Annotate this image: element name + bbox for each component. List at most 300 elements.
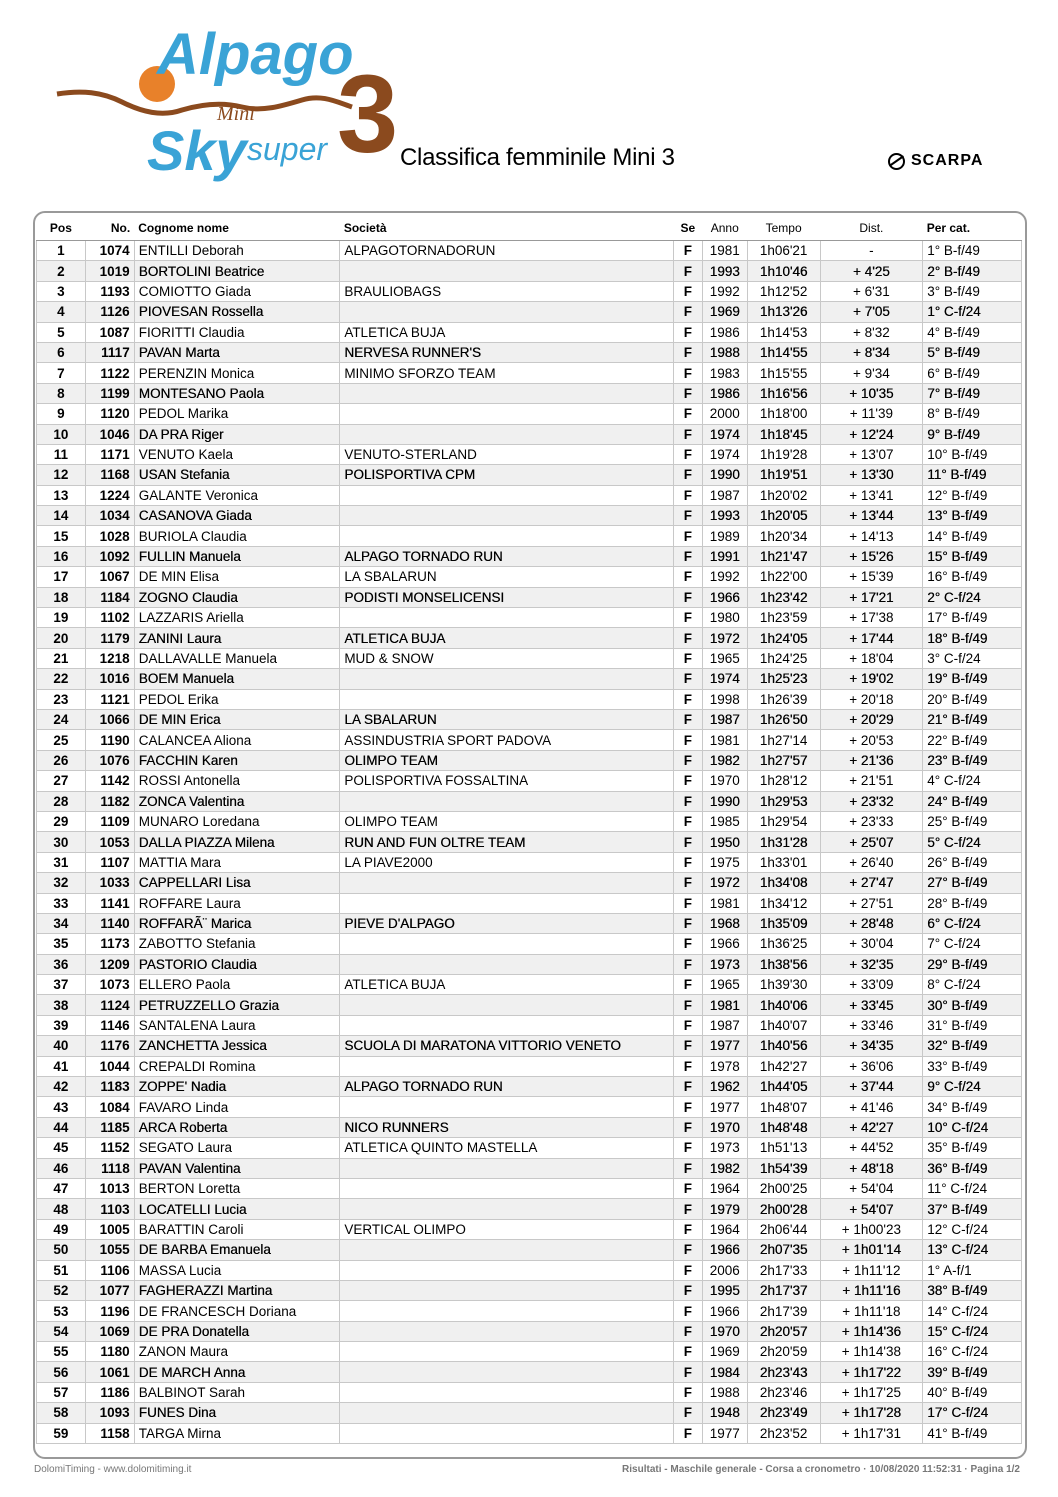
cell-cat: 7° B-f/49 [923, 383, 1022, 403]
cell-no: 1158 [85, 1423, 134, 1443]
cell-soc [340, 506, 674, 526]
cell-dist: + 27'47 [820, 873, 923, 893]
cell-soc [340, 791, 674, 811]
cell-cat: 18° B-f/49 [923, 628, 1022, 648]
table-row [37, 1097, 1022, 1117]
cell-se: F [673, 261, 702, 281]
logo-alpago-text: Alpago [157, 22, 354, 87]
cell-pos: 35 [37, 934, 86, 954]
cell-tempo: 1h48'48 [747, 1117, 820, 1137]
cell-no: 1028 [85, 526, 134, 546]
cell-anno: 1987 [702, 709, 747, 729]
table-row [37, 1240, 1022, 1260]
cell-no: 1102 [85, 608, 134, 628]
cell-se: F [673, 893, 702, 913]
cell-anno: 1966 [702, 1301, 747, 1321]
cell-tempo: 1h23'42 [747, 587, 820, 607]
footer-info: Risultati - Maschile generale - Corsa a cronometro · 10/08/2020 11:52:31 · Pagina 1/2 [622, 1464, 1020, 1475]
table-row [37, 975, 1022, 995]
cell-anno: 1990 [702, 791, 747, 811]
cell-se: F [673, 1342, 702, 1362]
cell-anno: 1982 [702, 1158, 747, 1178]
cell-name: ZABOTTO Stefania [134, 934, 340, 954]
cell-tempo: 1h33'01 [747, 852, 820, 872]
cell-dist: + 15'26 [820, 546, 923, 566]
cell-tempo: 2h20'59 [747, 1342, 820, 1362]
cell-anno: 1981 [702, 730, 747, 750]
footer-credit: DolomiTiming - www.dolomitiming.it [34, 1464, 192, 1475]
cell-soc [340, 1097, 674, 1117]
cell-soc: ALPAGO TORNADO RUN [340, 546, 674, 566]
cell-no: 1092 [85, 546, 134, 566]
cell-se: F [673, 465, 702, 485]
cell-se: F [673, 526, 702, 546]
table-row [37, 444, 1022, 464]
cell-pos: 9 [37, 404, 86, 424]
cell-no: 1142 [85, 771, 134, 791]
cell-anno: 1979 [702, 1199, 747, 1219]
cell-cat: 9° C-f/24 [923, 1077, 1022, 1097]
page-title: Classifica femminile Mini 3 [400, 144, 675, 171]
cell-soc: LA SBALARUN [340, 567, 674, 587]
cell-name: FULLIN Manuela [134, 546, 340, 566]
cell-se: F [673, 485, 702, 505]
cell-dist: + 33'09 [820, 975, 923, 995]
cell-no: 1016 [85, 669, 134, 689]
cell-pos: 59 [37, 1423, 86, 1443]
cell-no: 1190 [85, 730, 134, 750]
cell-se: F [673, 811, 702, 831]
cell-anno: 1965 [702, 975, 747, 995]
cell-se: F [673, 1362, 702, 1382]
cell-dist: + 17'38 [820, 608, 923, 628]
cell-soc: ATLETICA QUINTO MASTELLA [340, 1138, 674, 1158]
table-row [37, 832, 1022, 852]
cell-name: SANTALENA Laura [134, 1015, 340, 1035]
cell-no: 1141 [85, 893, 134, 913]
cell-anno: 1993 [702, 506, 747, 526]
cell-pos: 8 [37, 383, 86, 403]
cell-anno: 1982 [702, 750, 747, 770]
cell-no: 1176 [85, 1036, 134, 1056]
cell-se: F [673, 1240, 702, 1260]
cell-pos: 33 [37, 893, 86, 913]
cell-dist: + 10'35 [820, 383, 923, 403]
cell-no: 1224 [85, 485, 134, 505]
cell-dist: + 1h17'22 [820, 1362, 923, 1382]
cell-tempo: 1h26'50 [747, 709, 820, 729]
results-body [37, 241, 1022, 1444]
cell-se: F [673, 934, 702, 954]
table-row [37, 1199, 1022, 1219]
cell-soc: ALPAGO TORNADO RUN [340, 1077, 674, 1097]
table-row [37, 342, 1022, 362]
table-row [37, 485, 1022, 505]
cell-tempo: 2h17'37 [747, 1280, 820, 1300]
table-row [37, 954, 1022, 974]
cell-name: BALBINOT Sarah [134, 1382, 340, 1402]
cell-soc: ATLETICA BUJA [340, 628, 674, 648]
cell-cat: 13° B-f/49 [923, 506, 1022, 526]
table-row [37, 893, 1022, 913]
cell-pos: 36 [37, 954, 86, 974]
cell-cat: 7° C-f/24 [923, 934, 1022, 954]
table-row [37, 811, 1022, 831]
cell-name: ZANON Maura [134, 1342, 340, 1362]
cell-pos: 17 [37, 567, 86, 587]
cell-soc [340, 1015, 674, 1035]
cell-name: DE MIN Elisa [134, 567, 340, 587]
cell-tempo: 2h23'52 [747, 1423, 820, 1443]
cell-pos: 29 [37, 811, 86, 831]
cell-cat: 17° B-f/49 [923, 608, 1022, 628]
cell-anno: 1969 [702, 302, 747, 322]
cell-se: F [673, 546, 702, 566]
cell-dist: + 54'07 [820, 1199, 923, 1219]
cell-se: F [673, 975, 702, 995]
cell-dist: + 1h11'18 [820, 1301, 923, 1321]
cell-dist: + 1h14'36 [820, 1321, 923, 1341]
cell-name: DE MARCH Anna [134, 1362, 340, 1382]
cell-anno: 1983 [702, 363, 747, 383]
cell-name: ZANINI Laura [134, 628, 340, 648]
cell-tempo: 1h24'05 [747, 628, 820, 648]
table-row [37, 383, 1022, 403]
cell-dist: + 28'48 [820, 913, 923, 933]
col-header-anno: Anno [702, 216, 747, 241]
cell-anno: 2000 [702, 404, 747, 424]
cell-dist: + 26'40 [820, 852, 923, 872]
cell-pos: 44 [37, 1117, 86, 1137]
cell-name: ZONCA Valentina [134, 791, 340, 811]
cell-tempo: 2h00'25 [747, 1178, 820, 1198]
cell-dist: + 20'18 [820, 689, 923, 709]
cell-tempo: 1h40'06 [747, 995, 820, 1015]
table-row [37, 1342, 1022, 1362]
cell-tempo: 2h17'39 [747, 1301, 820, 1321]
cell-tempo: 1h06'21 [747, 241, 820, 261]
table-row [37, 1362, 1022, 1382]
cell-tempo: 2h00'28 [747, 1199, 820, 1219]
cell-tempo: 1h20'05 [747, 506, 820, 526]
cell-cat: 31° B-f/49 [923, 1015, 1022, 1035]
cell-soc: ALPAGOTORNADORUN [340, 241, 674, 261]
cell-name: DA PRA Riger [134, 424, 340, 444]
cell-name: DE MIN Erica [134, 709, 340, 729]
cell-anno: 1991 [702, 546, 747, 566]
cell-cat: 5° B-f/49 [923, 342, 1022, 362]
cell-soc [340, 1362, 674, 1382]
cell-anno: 1973 [702, 954, 747, 974]
cell-anno: 1964 [702, 1219, 747, 1239]
cell-soc [340, 1240, 674, 1260]
results-table [36, 216, 1022, 1444]
cell-anno: 1985 [702, 811, 747, 831]
cell-cat: 34° B-f/49 [923, 1097, 1022, 1117]
cell-dist: + 19'02 [820, 669, 923, 689]
cell-tempo: 1h10'46 [747, 261, 820, 281]
cell-pos: 18 [37, 587, 86, 607]
cell-se: F [673, 995, 702, 1015]
cell-se: F [673, 1382, 702, 1402]
cell-se: F [673, 689, 702, 709]
cell-cat: 24° B-f/49 [923, 791, 1022, 811]
cell-soc [340, 302, 674, 322]
cell-dist: + 12'24 [820, 424, 923, 444]
table-row [37, 1382, 1022, 1402]
cell-no: 1106 [85, 1260, 134, 1280]
cell-anno: 1995 [702, 1280, 747, 1300]
cell-soc [340, 485, 674, 505]
cell-se: F [673, 1097, 702, 1117]
table-row [37, 730, 1022, 750]
cell-tempo: 1h14'53 [747, 322, 820, 342]
cell-pos: 43 [37, 1097, 86, 1117]
table-row [37, 1280, 1022, 1300]
cell-name: FAVARO Linda [134, 1097, 340, 1117]
cell-name: USAN Stefania [134, 465, 340, 485]
cell-se: F [673, 608, 702, 628]
cell-no: 1117 [85, 342, 134, 362]
cell-pos: 42 [37, 1077, 86, 1097]
cell-pos: 5 [37, 322, 86, 342]
cell-anno: 1977 [702, 1036, 747, 1056]
cell-anno: 1990 [702, 465, 747, 485]
cell-no: 1184 [85, 587, 134, 607]
cell-se: F [673, 628, 702, 648]
cell-pos: 4 [37, 302, 86, 322]
cell-name: PETRUZZELLO Grazia [134, 995, 340, 1015]
cell-se: F [673, 1056, 702, 1076]
cell-pos: 1 [37, 241, 86, 261]
cell-dist: + 13'41 [820, 485, 923, 505]
table-row [37, 648, 1022, 668]
cell-no: 1069 [85, 1321, 134, 1341]
table-row [37, 546, 1022, 566]
cell-tempo: 1h15'55 [747, 363, 820, 383]
cell-anno: 1980 [702, 608, 747, 628]
cell-pos: 54 [37, 1321, 86, 1341]
cell-pos: 22 [37, 669, 86, 689]
cell-tempo: 1h14'55 [747, 342, 820, 362]
cell-soc: OLIMPO TEAM [340, 811, 674, 831]
cell-anno: 1966 [702, 1240, 747, 1260]
cell-pos: 23 [37, 689, 86, 709]
cell-no: 1093 [85, 1403, 134, 1423]
cell-no: 1182 [85, 791, 134, 811]
table-row [37, 934, 1022, 954]
cell-tempo: 1h36'25 [747, 934, 820, 954]
cell-anno: 1970 [702, 1321, 747, 1341]
cell-se: F [673, 567, 702, 587]
cell-pos: 58 [37, 1403, 86, 1423]
cell-soc: VENUTO-STERLAND [340, 444, 674, 464]
cell-name: ZOPPE' Nadia [134, 1077, 340, 1097]
cell-dist: + 48'18 [820, 1158, 923, 1178]
cell-dist: + 23'32 [820, 791, 923, 811]
cell-name: CAPPELLARI Lisa [134, 873, 340, 893]
cell-name: VENUTO Kaela [134, 444, 340, 464]
cell-soc: BRAULIOBAGS [340, 281, 674, 301]
cell-tempo: 2h07'35 [747, 1240, 820, 1260]
cell-name: COMIOTTO Giada [134, 281, 340, 301]
cell-anno: 1987 [702, 1015, 747, 1035]
cell-tempo: 1h54'39 [747, 1158, 820, 1178]
cell-se: F [673, 404, 702, 424]
cell-name: ROFFARE Laura [134, 893, 340, 913]
cell-no: 1120 [85, 404, 134, 424]
cell-anno: 1972 [702, 628, 747, 648]
cell-se: F [673, 1077, 702, 1097]
cell-name: ENTILLI Deborah [134, 241, 340, 261]
cell-se: F [673, 771, 702, 791]
cell-se: F [673, 1403, 702, 1423]
cell-tempo: 1h18'00 [747, 404, 820, 424]
cell-tempo: 1h22'00 [747, 567, 820, 587]
cell-se: F [673, 1280, 702, 1300]
cell-pos: 21 [37, 648, 86, 668]
cell-tempo: 1h34'12 [747, 893, 820, 913]
cell-soc: MINIMO SFORZO TEAM [340, 363, 674, 383]
cell-anno: 1992 [702, 567, 747, 587]
cell-name: ZOGNO Claudia [134, 587, 340, 607]
table-row [37, 608, 1022, 628]
table-row [37, 689, 1022, 709]
cell-soc: NICO RUNNERS [340, 1117, 674, 1137]
cell-dist: + 17'21 [820, 587, 923, 607]
cell-se: F [673, 1301, 702, 1321]
cell-anno: 1973 [702, 1138, 747, 1158]
cell-anno: 1948 [702, 1403, 747, 1423]
cell-se: F [673, 730, 702, 750]
cell-anno: 1974 [702, 424, 747, 444]
cell-tempo: 1h42'27 [747, 1056, 820, 1076]
cell-anno: 1987 [702, 485, 747, 505]
cell-dist: + 27'51 [820, 893, 923, 913]
cell-name: DE FRANCESCH Doriana [134, 1301, 340, 1321]
cell-se: F [673, 1138, 702, 1158]
col-header-no: No. [85, 216, 134, 241]
cell-dist: + 34'35 [820, 1036, 923, 1056]
cell-pos: 55 [37, 1342, 86, 1362]
cell-cat: 22° B-f/49 [923, 730, 1022, 750]
cell-soc [340, 689, 674, 709]
cell-tempo: 1h21'47 [747, 546, 820, 566]
cell-no: 1066 [85, 709, 134, 729]
cell-se: F [673, 852, 702, 872]
cell-pos: 56 [37, 1362, 86, 1382]
cell-dist: + 8'32 [820, 322, 923, 342]
cell-se: F [673, 1423, 702, 1443]
cell-anno: 1989 [702, 526, 747, 546]
cell-se: F [673, 832, 702, 852]
cell-name: DE BARBA Emanuela [134, 1240, 340, 1260]
cell-anno: 1968 [702, 913, 747, 933]
cell-dist: + 7'05 [820, 302, 923, 322]
cell-no: 1118 [85, 1158, 134, 1178]
table-row [37, 1077, 1022, 1097]
cell-anno: 2006 [702, 1260, 747, 1280]
cell-name: BURIOLA Claudia [134, 526, 340, 546]
cell-tempo: 2h23'43 [747, 1362, 820, 1382]
cell-dist: + 1h01'14 [820, 1240, 923, 1260]
cell-cat: 40° B-f/49 [923, 1382, 1022, 1402]
cell-pos: 41 [37, 1056, 86, 1076]
cell-soc [340, 893, 674, 913]
table-row [37, 1219, 1022, 1239]
cell-tempo: 1h19'51 [747, 465, 820, 485]
cell-cat: 12° B-f/49 [923, 485, 1022, 505]
cell-pos: 27 [37, 771, 86, 791]
col-header-pos: Pos [37, 216, 86, 241]
cell-dist: + 21'36 [820, 750, 923, 770]
cell-se: F [673, 1117, 702, 1137]
cell-no: 1199 [85, 383, 134, 403]
cell-se: F [673, 873, 702, 893]
table-row [37, 281, 1022, 301]
cell-soc [340, 1403, 674, 1423]
cell-anno: 1998 [702, 689, 747, 709]
cell-pos: 7 [37, 363, 86, 383]
cell-no: 1140 [85, 913, 134, 933]
cell-cat: 37° B-f/49 [923, 1199, 1022, 1219]
cell-name: ZANCHETTA Jessica [134, 1036, 340, 1056]
cell-pos: 48 [37, 1199, 86, 1219]
cell-no: 1033 [85, 873, 134, 893]
col-header-name: Cognome nome [134, 216, 340, 241]
cell-tempo: 1h13'26 [747, 302, 820, 322]
cell-cat: 17° C-f/24 [923, 1403, 1022, 1423]
cell-no: 1074 [85, 241, 134, 261]
table-row [37, 363, 1022, 383]
cell-no: 1076 [85, 750, 134, 770]
cell-se: F [673, 1219, 702, 1239]
cell-se: F [673, 281, 702, 301]
cell-soc: ATLETICA BUJA [340, 975, 674, 995]
table-row [37, 1260, 1022, 1280]
cell-anno: 1981 [702, 893, 747, 913]
cell-cat: 29° B-f/49 [923, 954, 1022, 974]
cell-tempo: 1h31'28 [747, 832, 820, 852]
cell-name: BORTOLINI Beatrice [134, 261, 340, 281]
table-row [37, 995, 1022, 1015]
cell-cat: 19° B-f/49 [923, 669, 1022, 689]
cell-anno: 1972 [702, 873, 747, 893]
cell-dist: + 30'04 [820, 934, 923, 954]
table-row [37, 791, 1022, 811]
cell-pos: 50 [37, 1240, 86, 1260]
cell-pos: 47 [37, 1178, 86, 1198]
cell-pos: 45 [37, 1138, 86, 1158]
cell-tempo: 1h27'14 [747, 730, 820, 750]
cell-no: 1146 [85, 1015, 134, 1035]
cell-tempo: 1h27'57 [747, 750, 820, 770]
cell-tempo: 1h28'12 [747, 771, 820, 791]
cell-pos: 28 [37, 791, 86, 811]
logo-number-text: 3 [337, 53, 399, 176]
cell-se: F [673, 1199, 702, 1219]
cell-soc: ASSINDUSTRIA SPORT PADOVA [340, 730, 674, 750]
cell-anno: 1986 [702, 322, 747, 342]
cell-pos: 24 [37, 709, 86, 729]
cell-name: DE PRA Donatella [134, 1321, 340, 1341]
cell-name: DALLA PIAZZA Milena [134, 832, 340, 852]
cell-name: PEDOL Marika [134, 404, 340, 424]
cell-anno: 1981 [702, 241, 747, 261]
cell-soc [340, 995, 674, 1015]
cell-pos: 16 [37, 546, 86, 566]
cell-pos: 53 [37, 1301, 86, 1321]
